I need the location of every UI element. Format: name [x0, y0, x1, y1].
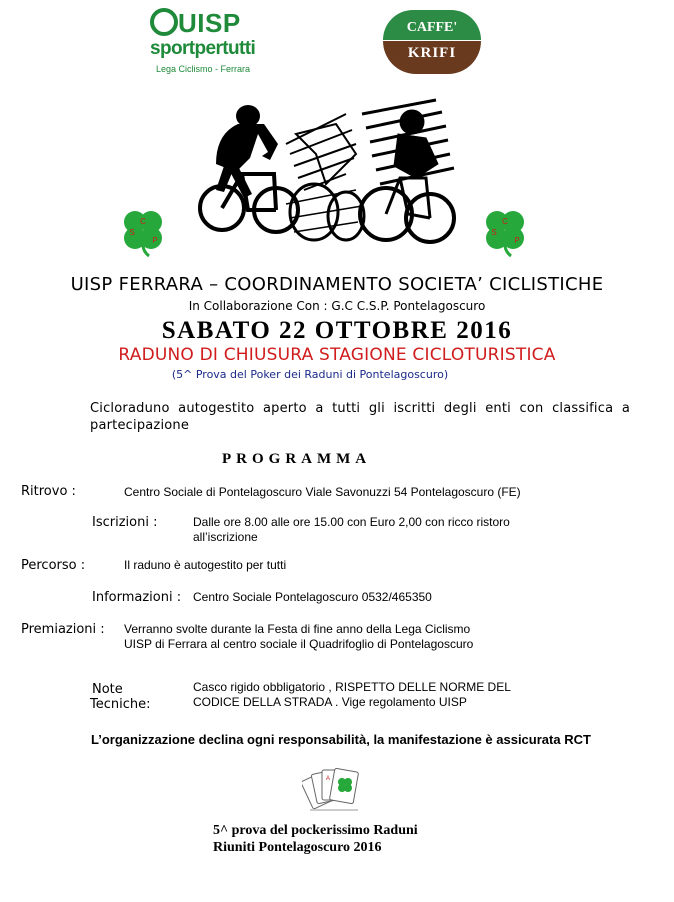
percorso-label: Percorso : [21, 558, 86, 573]
clover-right-icon [481, 208, 529, 258]
premiazioni-label: Premiazioni : [21, 622, 105, 637]
clover-right-letter-s: S [491, 228, 497, 237]
clover-left-letters: C [140, 217, 146, 226]
iscrizioni-label: Iscrizioni : [92, 515, 158, 530]
caffe-label: CAFFE' [383, 10, 481, 40]
card-mark: A [326, 776, 331, 782]
cyclist-silhouette-icon [200, 105, 298, 232]
clover-left-icon [119, 208, 167, 258]
event-subtitle: (5^ Prova del Poker dei Raduni di Pontelagoscuro) [171, 368, 449, 381]
uisp-lega: Lega Ciclismo - Ferrara [156, 64, 251, 74]
collaboration-line: In Collaborazione Con : G.C C.S.P. Pontelagoscuro [188, 299, 486, 313]
note-value-2: CODICE DELLA STRADA . Vige regolamento UISP [193, 695, 467, 709]
premiazioni-value-2: UISP di Ferrara al centro sociale il Quadrifoglio di Pontelagoscuro [124, 637, 474, 651]
cyclists-illustration [186, 94, 466, 250]
informazioni-value: Centro Sociale Pontelagoscuro 0532/465350 [193, 590, 432, 604]
clover-left-letter-p: P [152, 236, 158, 245]
note-tecniche-label [90, 682, 151, 712]
intro-text: Cicloraduno autogestito aperto a tutti gli iscritti degli enti con classifica a partecipazione [90, 401, 630, 433]
uisp-wordmark: UISP [178, 8, 241, 38]
uisp-logo [146, 6, 276, 78]
caffe-krifi-logo [383, 10, 481, 74]
percorso-value: Il raduno è autogestito per tutti [124, 558, 287, 572]
note-value-1: Casco rigido obbligatorio , RISPETTO DELLE NORME DEL [193, 680, 511, 694]
footer-text [213, 822, 418, 856]
event-name: RADUNO DI CHIUSURA STAGIONE CICLOTURISTICA [118, 345, 556, 365]
iscrizioni-value-1: Dalle ore 8.00 alle ore 15.00 con Euro 2,00 con ricco ristoro [193, 515, 510, 529]
ritrovo-label: Ritrovo : [21, 484, 76, 499]
krifi-label: KRIFI [383, 41, 481, 74]
clover-left-letter-s: S [129, 228, 135, 237]
uisp-slogan: sportpertutti [150, 38, 256, 59]
playing-cards-icon [302, 762, 364, 814]
disclaimer: L’organizzazione declina ogni responsabilità, la manifestazione è assicurata RCT [91, 732, 591, 747]
footer-line-2: Riuniti Pontelagoscuro 2016 [213, 840, 382, 855]
clover-right-letter-p: P [514, 236, 520, 245]
iscrizioni-value-2: all’iscrizione [193, 530, 258, 544]
informazioni-label: Informazioni : [92, 590, 182, 605]
cyclist-sketch-icon [360, 100, 454, 242]
premiazioni-value-1: Verranno svolte durante la Festa di fine anno della Lega Ciclismo [124, 622, 471, 636]
programma-heading: PROGRAMMA [222, 451, 372, 467]
event-date: SABATO 22 OTTOBRE 2016 [161, 317, 513, 344]
note-label-line2: Tecniche: [90, 697, 151, 712]
note-label-line1: Note [92, 682, 123, 697]
main-title: UISP FERRARA – COORDINAMENTO SOCIETA’ CICLISTICHE [70, 274, 604, 295]
clover-right-letter-c: C [502, 217, 508, 226]
footer-line-1: 5^ prova del pockerissimo Raduni [213, 823, 418, 838]
cyclist-sketch-icon [286, 114, 364, 240]
uisp-swirl-icon [150, 8, 178, 36]
ritrovo-value: Centro Sociale di Pontelagoscuro Viale Savonuzzi 54 Pontelagoscuro (FE) [124, 485, 521, 499]
